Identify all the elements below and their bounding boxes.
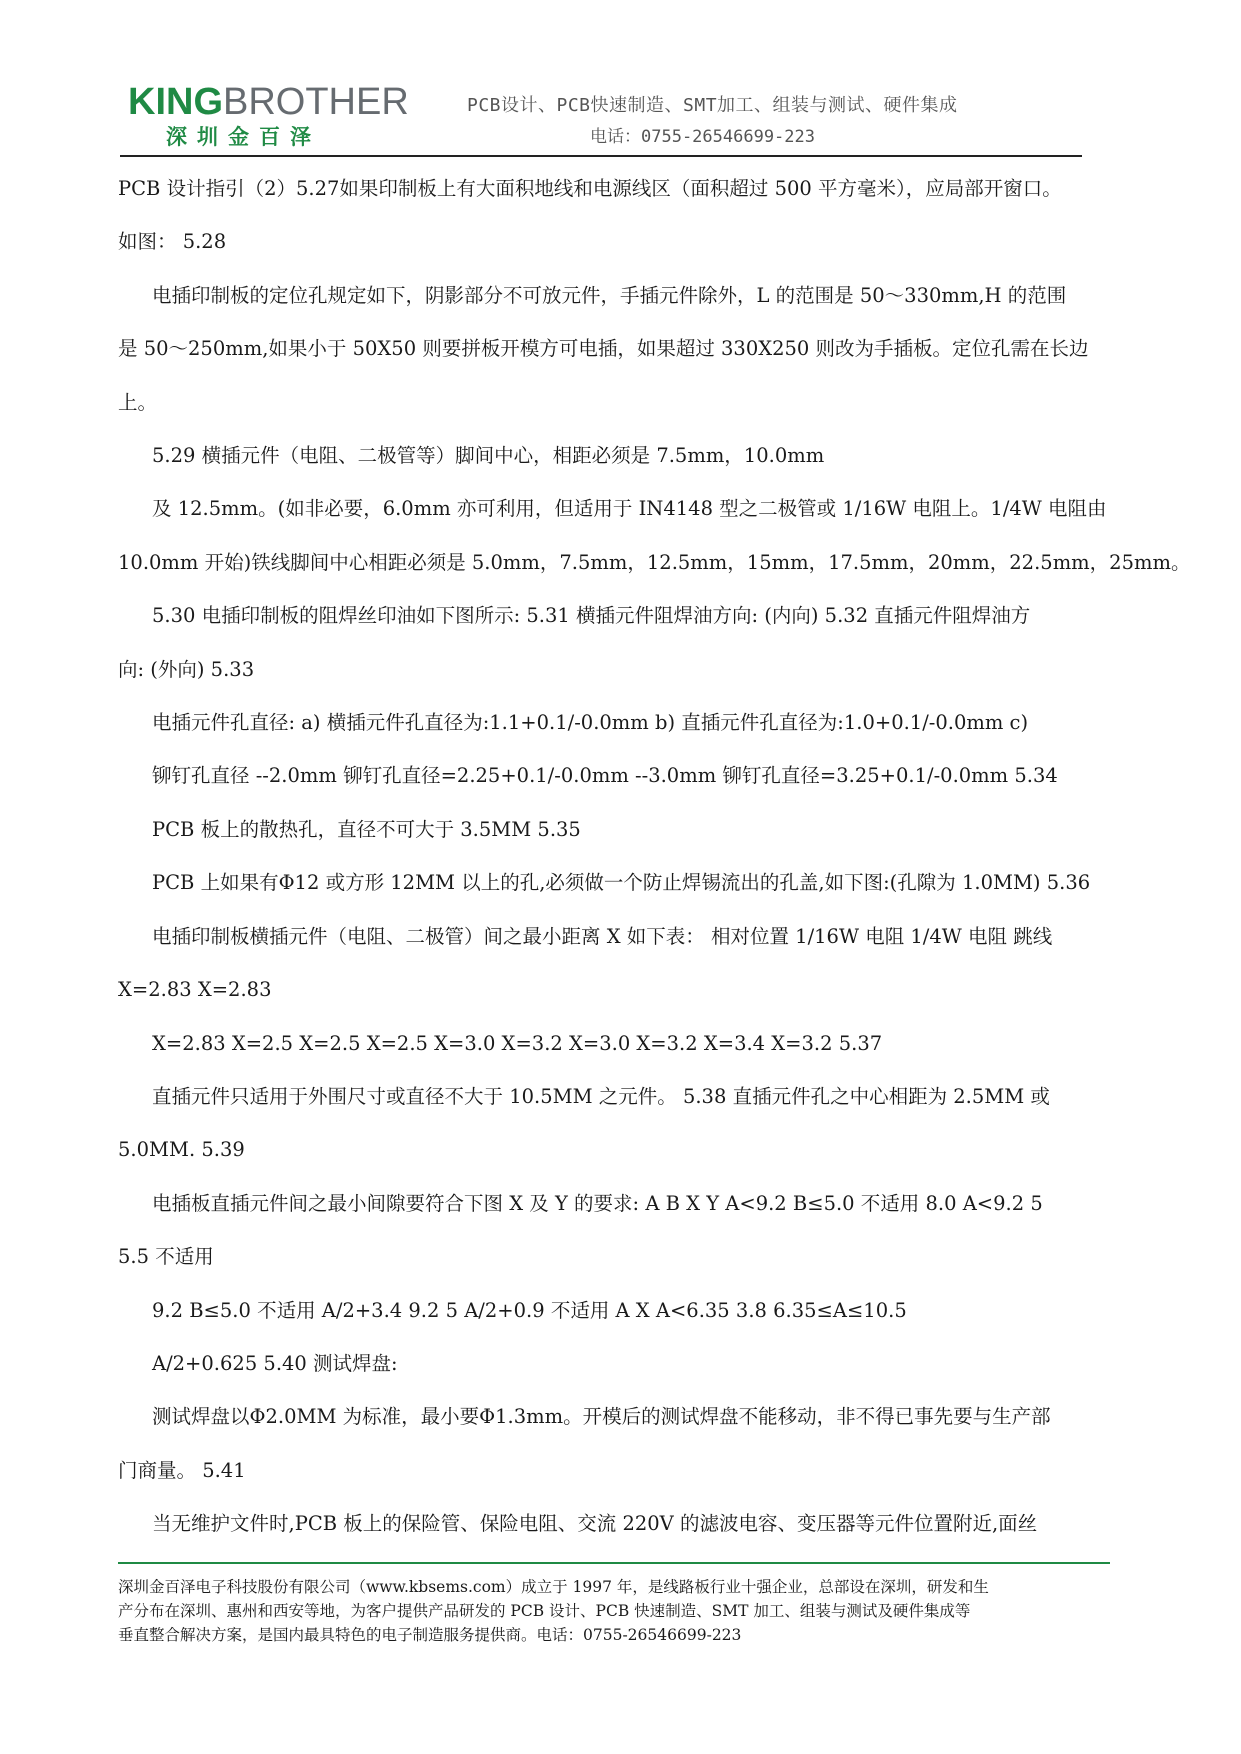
header-phone: 电话：0755-26546699-223 (590, 127, 815, 147)
body-paragraph-line: X=2.83 X=2.83 (118, 978, 272, 1002)
logo-brother: BROTHER (223, 81, 409, 123)
body-paragraph-line: 向: (外向) 5.33 (118, 657, 255, 681)
footer-divider (118, 1562, 1110, 1564)
body-paragraph-line: 如图： 5.28 (118, 230, 227, 254)
page-footer (118, 1575, 1128, 1647)
body-paragraph-line: 5.30 电插印制板的阻焊丝印油如下图所示: 5.31 横插元件阻焊油方向: (内向) 5.32 直插元件阻焊油方 (152, 604, 1031, 628)
body-paragraph-line: 5.29 横插元件（电阻、二极管等）脚间中心，相距必须是 7.5mm，10.0mm (152, 444, 825, 468)
body-paragraph-line: 5.0MM. 5.39 (118, 1138, 245, 1162)
body-paragraph-line: 铆钉孔直径 --2.0mm 铆钉孔直径=2.25+0.1/-0.0mm --3.0mm 铆钉孔直径=3.25+0.1/-0.0mm 5.34 (152, 764, 1058, 788)
header-divider (120, 155, 1082, 157)
page-header (0, 0, 1241, 160)
header-tagline: PCB设计、PCB快速制造、SMT加工、组装与测试、硬件集成 (467, 95, 958, 116)
body-paragraph-line: 9.2 B≤5.0 不适用 A/2+3.4 9.2 5 A/2+0.9 不适用 A X A<6.35 3.8 6.35≤A≤10.5 (152, 1298, 907, 1322)
logo-wordmark (128, 82, 409, 122)
body-paragraph-line: PCB 上如果有Φ12 或方形 12MM 以上的孔,必须做一个防止焊锡流出的孔盖,如下图:(孔隙为 1.0MM) 5.36 (152, 871, 1091, 895)
logo-chinese-name: 深圳金百泽 (166, 125, 321, 149)
body-paragraph-line: 上。 (118, 390, 158, 414)
kingbrother-logo (128, 82, 428, 154)
footer-line: 产分布在深圳、惠州和西安等地，为客户提供产品研发的 PCB 设计、PCB 快速制造、SMT 加工、组装与测试及硬件集成等 (118, 1602, 971, 1620)
body-paragraph-line: 电插元件孔直径: a) 横插元件孔直径为:1.1+0.1/-0.0mm b) 直插元件孔直径为:1.0+0.1/-0.0mm c) (152, 711, 1029, 735)
document-body (118, 162, 1191, 1551)
footer-line: 垂直整合解决方案，是国内最具特色的电子制造服务提供商。电话：0755-26546699-223 (118, 1626, 742, 1644)
body-paragraph-line: PCB 板上的散热孔，直径不可大于 3.5MM 5.35 (152, 817, 581, 841)
body-paragraph-line: PCB 设计指引（2）5.27如果印制板上有大面积地线和电源线区（面积超过 500 平方毫米），应局部开窗口。 (118, 177, 1062, 200)
body-paragraph-line: 直插元件只适用于外围尺寸或直径不大于 10.5MM 之元件。 5.38 直插元件孔之中心相距为 2.5MM 或 (152, 1084, 1050, 1108)
logo-king: KING (128, 81, 223, 123)
body-paragraph-line: 及 12.5mm。(如非必要，6.0mm 亦可利用，但适用于 IN4148 型之二极管或 1/16W 电阻上。1/4W 电阻由 (152, 497, 1107, 521)
body-paragraph-line: 电插印制板横插元件（电阻、二极管）间之最小距离 X 如下表： 相对位置 1/16W 电阻 1/4W 电阻 跳线 (152, 924, 1053, 948)
body-paragraph-line: 10.0mm 开始)铁线脚间中心相距必须是 5.0mm，7.5mm，12.5mm，15mm，17.5mm，20mm，22.5mm，25mm。 (118, 550, 1191, 574)
body-paragraph-line: X=2.83 X=2.5 X=2.5 X=2.5 X=3.0 X=3.2 X=3.0 X=3.2 X=3.4 X=3.2 5.37 (152, 1031, 883, 1055)
body-paragraph-line: 测试焊盘以Φ2.0MM 为标准，最小要Φ1.3mm。开模后的测试焊盘不能移动，非不得已事先要与生产部 (152, 1405, 1051, 1429)
body-paragraph-line: 当无维护文件时,PCB 板上的保险管、保险电阻、交流 220V 的滤波电容、变压器等元件位置附近,面丝 (152, 1512, 1038, 1536)
body-paragraph-line: 是 50～250mm,如果小于 50X50 则要拼板开模方可电插，如果超过 330X250 则改为手插板。定位孔需在长边 (118, 337, 1089, 361)
body-paragraph-line: 电插印制板的定位孔规定如下，阴影部分不可放元件，手插元件除外，L 的范围是 50～330mm,H 的范围 (152, 283, 1067, 307)
body-paragraph-line: A/2+0.625 5.40 测试焊盘: (152, 1351, 398, 1375)
footer-line: 深圳金百泽电子科技股份有限公司（www.kbsems.com）成立于 1997 年，是线路板行业十强企业，总部设在深圳，研发和生 (118, 1578, 989, 1596)
body-paragraph-line: 门商量。 5.41 (118, 1458, 246, 1482)
body-paragraph-line: 5.5 不适用 (118, 1245, 214, 1269)
body-paragraph-line: 电插板直插元件间之最小间隙要符合下图 X 及 Y 的要求: A B X Y A<9.2 B≤5.0 不适用 8.0 A<9.2 5 (152, 1191, 1043, 1215)
